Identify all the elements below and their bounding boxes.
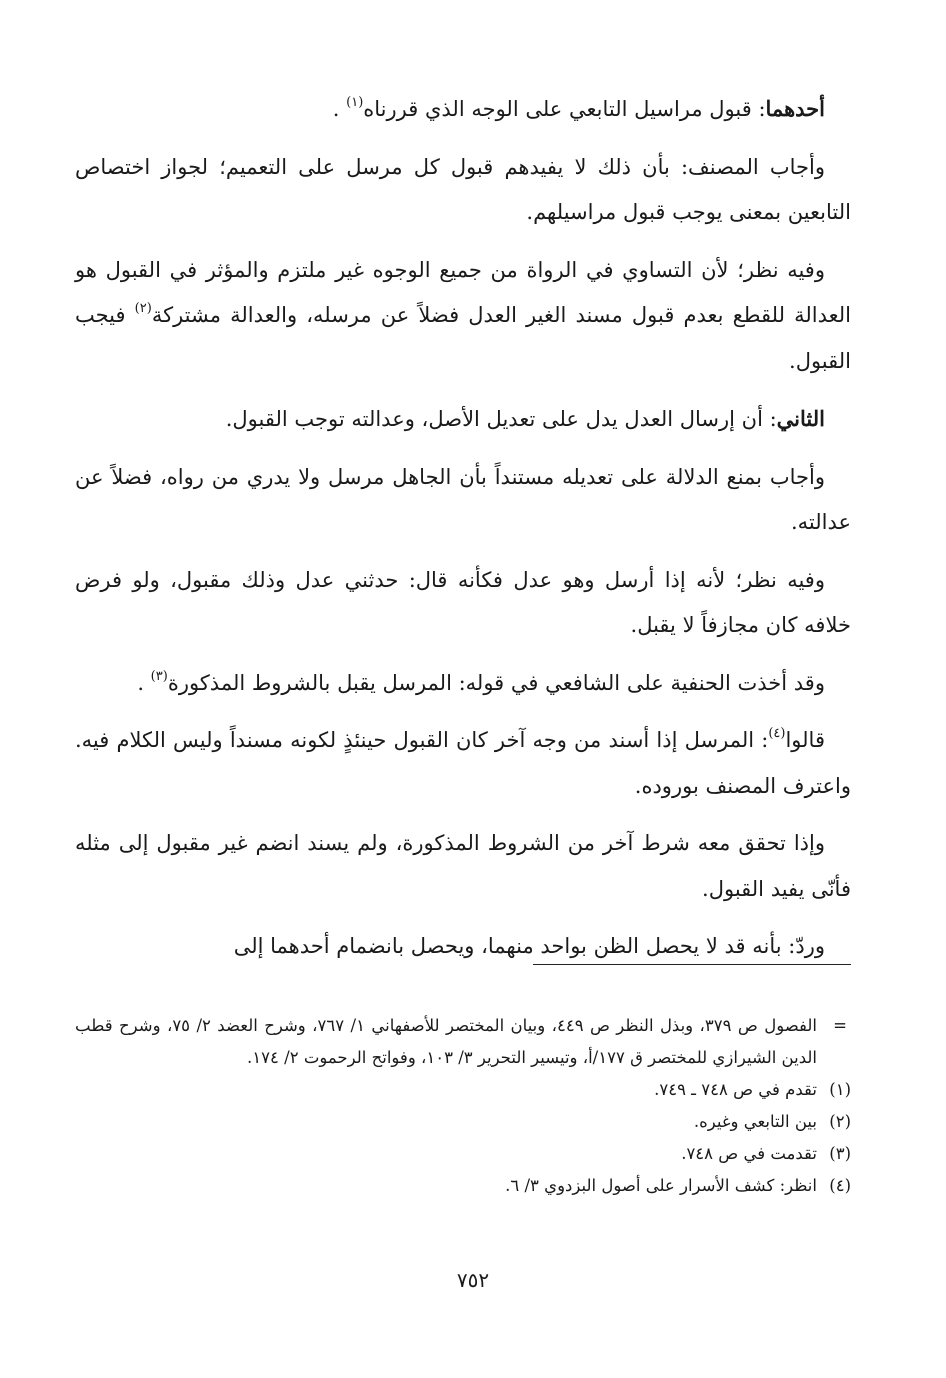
footnote-1 bbox=[75, 1074, 851, 1106]
footnote-3 bbox=[75, 1138, 851, 1170]
footnote-text: تقدم في ص ٧٤٨ ـ ٧٤٩. bbox=[654, 1080, 817, 1099]
paragraph-objection-equality bbox=[75, 248, 851, 385]
paragraph-text: وأجاب بمنع الدلالة على تعديله مستنداً بأن الجاهل مرسل ولا يدري من رواه، فضلاً عن عدالته. bbox=[75, 464, 851, 534]
lead-word-second: الثاني bbox=[776, 406, 825, 431]
footnote-ref-1[interactable]: (١) bbox=[346, 95, 364, 110]
footnote-ref-3[interactable]: (٣) bbox=[150, 668, 168, 684]
paragraph-objection-just bbox=[75, 558, 851, 649]
paragraph-text: قالوا bbox=[785, 728, 825, 752]
page-number: ٧٥٢ bbox=[456, 1268, 490, 1292]
paragraph-second-argument bbox=[75, 396, 851, 443]
footnotes-section bbox=[75, 1010, 851, 1202]
footnote-ref-4[interactable]: (٤) bbox=[768, 726, 786, 741]
paragraph-text: وأجاب المصنف: بأن ذلك لا يفيدهم قبول كل مرسل على التعميم؛ لجواز اختصاص التابعين بمعنى يوجب قبول مراسيلهم. bbox=[75, 154, 851, 224]
paragraph-text: وردّ: بأنه قد لا يحصل الظن بواحد منهما، ويحصل بانضمام أحدهما إلى bbox=[233, 934, 825, 958]
continuation-mark: = bbox=[833, 1016, 847, 1035]
paragraph-they-said bbox=[75, 718, 851, 809]
paragraph-text: وإذا تحقق معه شرط آخر من الشروط المذكورة، ولم يسند انضم غير مقبول إلى مثله فأنّى يفيد القبول. bbox=[75, 831, 851, 901]
footnote-2 bbox=[75, 1106, 851, 1138]
paragraph-end: : المرسل إذا أسند من وجه آخر كان القبول حينئذٍ لكونه مسنداً وليس الكلام فيه. واعترف المصنف بوروده. bbox=[75, 728, 851, 798]
lead-word-first: أحدهما bbox=[765, 96, 825, 121]
paragraph-end: . bbox=[137, 670, 151, 695]
footnote-number: (٢) bbox=[829, 1112, 851, 1131]
paragraph-another-condition bbox=[75, 821, 851, 912]
paragraph-hanafi-critique bbox=[75, 661, 851, 707]
footnote-divider bbox=[533, 964, 851, 965]
footnote-number: (٤) bbox=[829, 1176, 851, 1195]
paragraph-reply-denial bbox=[75, 455, 851, 546]
paragraph-end: . bbox=[332, 97, 347, 121]
paragraph-author-reply bbox=[75, 145, 851, 236]
footnote-number: (١) bbox=[829, 1080, 851, 1099]
footnote-text: تقدمت في ص ٧٤٨. bbox=[681, 1144, 817, 1163]
paragraph-text: : قبول مراسيل التابعي على الوجه الذي قررناه bbox=[363, 97, 766, 121]
paragraph-text: وفيه نظر؛ لأن التساوي في الرواة من جميع الوجوه غير ملتزم والمؤثر في القبول هو العدالة للقطع بعدم قبول مسند الغير العدل فضلاً عن مرسله، والعدالة مشتركة bbox=[75, 257, 851, 327]
footnote-text: انظر: كشف الأسرار على أصول البزدوي ٣/ ٦. bbox=[505, 1176, 817, 1195]
main-text-block bbox=[75, 86, 851, 982]
paragraph-text: وقد أخذت الحنفية على الشافعي في قوله: المرسل يقبل بالشروط المذكورة bbox=[167, 670, 825, 695]
footnote-ref-2[interactable]: (٢) bbox=[134, 301, 152, 316]
paragraph-text: وفيه نظر؛ لأنه إذا أرسل وهو عدل فكأنه قال: حدثني عدل وذلك مقبول، ولو فرض خلافه كان مجازفاً لا يقبل. bbox=[75, 567, 851, 637]
paragraph-text: : أن إرسال العدل يدل على تعديل الأصل، وعدالته توجب القبول. bbox=[225, 407, 777, 431]
paragraph-end: فيجب القبول. bbox=[75, 303, 851, 373]
footnote-text: بين التابعي وغيره. bbox=[693, 1112, 817, 1131]
footnote-continuation-text: الفصول ص ٣٧٩، وبذل النظر ص ٤٤٩، وبيان المختصر للأصفهاني ١/ ٧٦٧، وشرح العضد ٢/ ٧٥، وشرح قطب الدين الشيرازي للمختصر ق ١٧٧/أ، وتيسير التحرير ٣/ ١٠٣، وفواتح الرحموت ٢/ ١٧٤. bbox=[75, 1016, 818, 1067]
footnote-4 bbox=[75, 1170, 851, 1202]
footnote-continuation bbox=[75, 1010, 851, 1074]
paragraph-rebuttal bbox=[75, 924, 851, 970]
paragraph-first-argument bbox=[75, 86, 851, 133]
footnote-number: (٣) bbox=[829, 1144, 851, 1163]
